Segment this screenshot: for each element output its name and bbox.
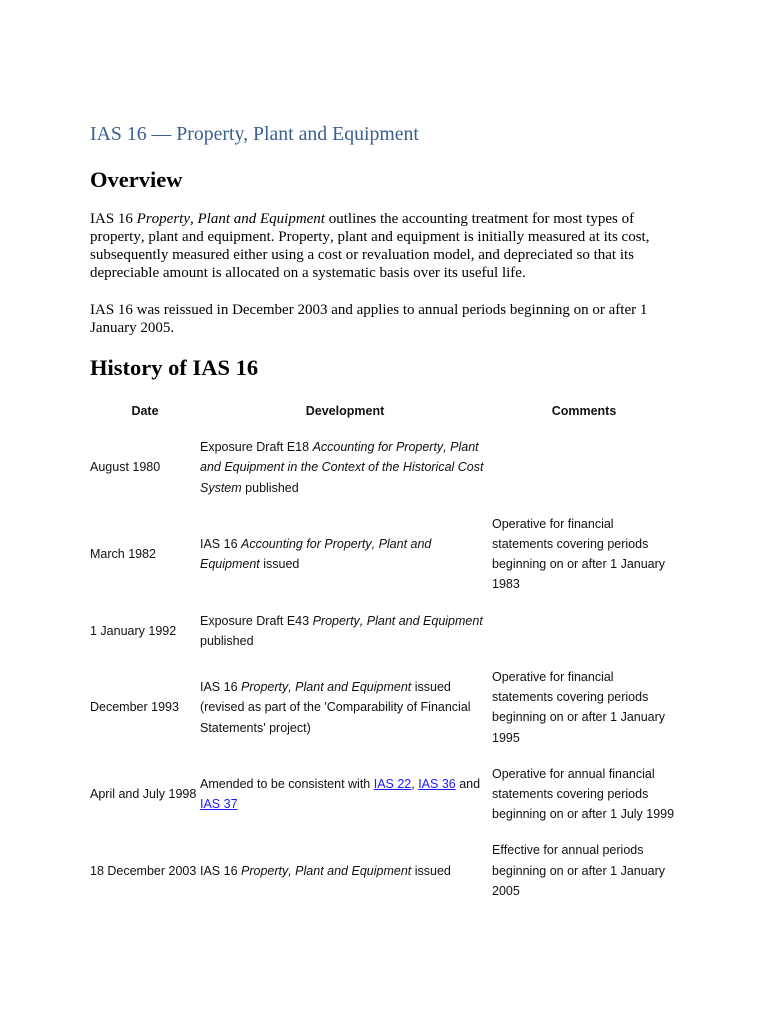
- date-cell: 1 January 1992: [90, 623, 177, 638]
- link-separator: ,: [411, 776, 419, 791]
- development-cell: [200, 611, 492, 651]
- development-prefix: IAS 16: [200, 680, 241, 695]
- overview-heading: Overview: [90, 167, 183, 192]
- date-cell: August 1980: [90, 460, 161, 475]
- history-table: [90, 393, 680, 909]
- date-cell: March 1982: [90, 547, 157, 562]
- overview-paragraph-2: IAS 16 was reissued in December 2003 and applies to annual periods beginning on or after 1 January 2005.: [90, 302, 648, 336]
- development-prefix: Exposure Draft E18: [200, 440, 313, 455]
- standard-title-italic: Property, Plant and Equipment: [136, 211, 325, 227]
- overview-paragraph-1: [90, 210, 655, 282]
- development-title: Property, Plant and Equipment: [241, 680, 412, 695]
- date-cell: April and July 1998: [90, 787, 197, 802]
- development-cell: [200, 774, 492, 814]
- ias-37-link[interactable]: IAS 37: [200, 797, 238, 812]
- history-heading: History of IAS 16: [90, 355, 259, 380]
- development-title: Accounting for Property, Plant and Equipment in the Context of the Historical Cost System: [200, 440, 484, 495]
- development-prefix: IAS 16: [200, 537, 241, 552]
- paragraph-1-prefix: IAS 16: [90, 211, 137, 227]
- history-row: [90, 429, 680, 506]
- column-header-date: Date: [131, 404, 159, 418]
- comments-cell: Effective for annual periods beginning on or after 1 January 2005: [492, 843, 666, 898]
- history-row: [90, 603, 680, 659]
- history-row: [90, 659, 680, 756]
- development-prefix: Exposure Draft E43: [200, 613, 313, 628]
- development-suffix: issued (revised as part of the 'Comparability of Financial Statements' project): [200, 680, 471, 735]
- date-cell: 18 December 2003: [90, 863, 197, 878]
- date-cell: December 1993: [90, 700, 179, 715]
- development-title: Accounting for Property, Plant and Equipment: [200, 537, 432, 572]
- development-title: Property, Plant and Equipment: [241, 863, 412, 878]
- development-cell: [200, 861, 492, 881]
- development-title: Property, Plant and Equipment: [312, 613, 483, 628]
- history-row: [90, 832, 680, 909]
- development-suffix: published: [200, 633, 254, 648]
- development-prefix: Amended to be consistent with: [200, 776, 374, 791]
- history-row: [90, 756, 680, 833]
- ias-22-link[interactable]: IAS 22: [373, 776, 412, 791]
- history-row: [90, 506, 680, 603]
- ias-36-link[interactable]: IAS 36: [418, 776, 456, 791]
- table-header-row: [90, 393, 680, 429]
- development-cell: [200, 677, 492, 738]
- development-suffix: issued: [411, 863, 451, 878]
- comments-cell: Operative for annual financial statements covering periods beginning on or after 1 July 1999: [492, 766, 675, 822]
- comments-cell: Operative for financial statements covering periods beginning on or after 1 January 1995: [492, 670, 666, 745]
- link-last-separator: and: [455, 776, 481, 791]
- document-title: IAS 16 — Property, Plant and Equipment: [90, 123, 419, 145]
- development-prefix: IAS 16: [200, 863, 241, 878]
- development-cell: [200, 437, 492, 498]
- comments-cell: Operative for financial statements covering periods beginning on or after 1 January 1983: [492, 516, 666, 592]
- development-cell: [200, 534, 492, 574]
- column-header-comments: Comments: [551, 404, 617, 418]
- development-suffix: published: [241, 480, 299, 495]
- paragraph-1-suffix: outlines the accounting treatment for most types of property, plant and equipment. Property, plant and equipment is initially measured at its cost, subsequently measured either using a cost or revaluation model, and depreciated so that its depreciable amount is allocated on a systematic basis over its useful life.: [90, 211, 650, 281]
- development-suffix: issued: [259, 557, 300, 572]
- column-header-development: Development: [305, 404, 385, 418]
